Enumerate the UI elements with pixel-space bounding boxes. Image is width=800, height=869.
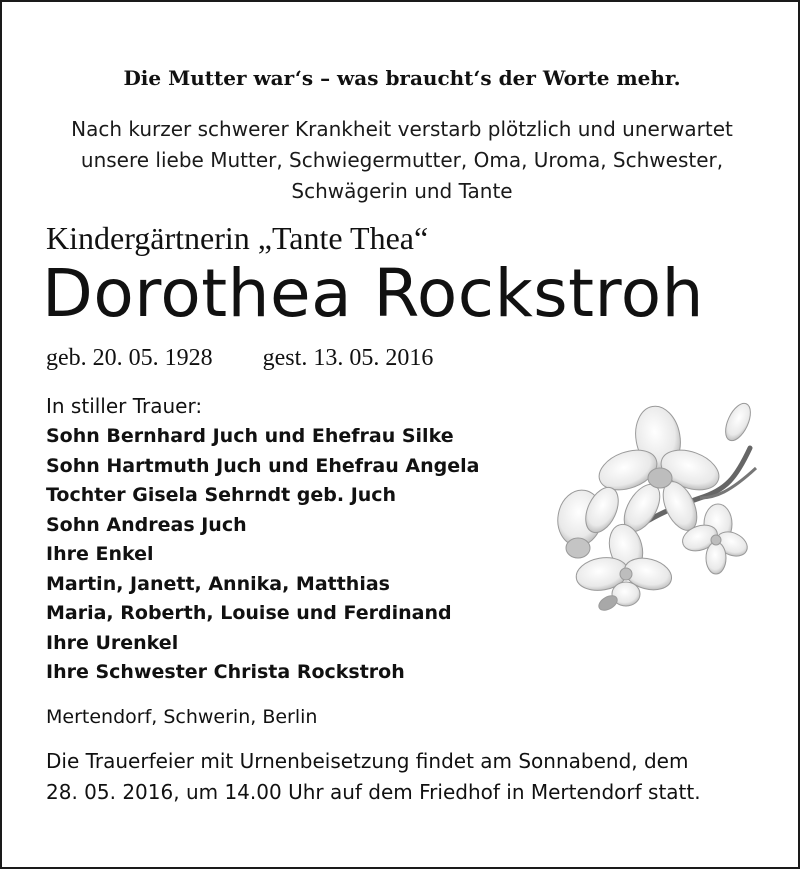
- deceased-name: Dorothea Rockstroh: [42, 255, 704, 332]
- deceased-title: Kindergärtnerin „Tante Thea“: [46, 220, 429, 256]
- intro-text: [42, 114, 762, 207]
- ceremony-line: Die Trauerfeier mit Urnenbeisetzung findet am Sonnabend, dem: [46, 749, 689, 773]
- life-dates: [46, 345, 433, 372]
- mourner-line: Ihre Urenkel: [46, 631, 179, 654]
- mourner-line: Maria, Roberth, Louise und Ferdinand: [46, 602, 452, 624]
- intro-line: unsere liebe Mutter, Schwiegermutter, Oma, Uroma, Schwester,: [80, 148, 724, 172]
- mourner-line: Ihre Schwester Christa Rockstroh: [46, 661, 405, 683]
- mourners-list: [46, 422, 479, 688]
- mourners-heading: In stiller Trauer:: [46, 394, 203, 418]
- locations: Mertendorf, Schwerin, Berlin: [46, 706, 318, 728]
- mourner-line: Tochter Gisela Sehrndt geb. Juch: [46, 484, 397, 506]
- intro-line: Schwägerin und Tante: [291, 179, 513, 203]
- mourner-line: Sohn Hartmuth Juch und Ehefrau Angela: [46, 454, 480, 477]
- birth-date: geb. 20. 05. 1928: [46, 345, 213, 371]
- intro-line: Nach kurzer schwerer Krankheit verstarb plötzlich und unerwartet: [71, 117, 733, 141]
- mourner-line: Sohn Andreas Juch: [46, 513, 247, 536]
- ceremony-line: 28. 05. 2016, um 14.00 Uhr auf dem Friedhof in Mertendorf statt.: [46, 780, 701, 804]
- mourner-line: Ihre Enkel: [46, 543, 154, 565]
- mourner-line: Sohn Bernhard Juch und Ehefrau Silke: [46, 425, 454, 447]
- ceremony-info: [46, 746, 701, 808]
- motto-heading: Die Mutter war‘s – was braucht‘s der Worte mehr.: [123, 66, 681, 90]
- mourner-line: Martin, Janett, Annika, Matthias: [46, 572, 390, 595]
- death-date: gest. 13. 05. 2016: [262, 345, 434, 371]
- orchid-flower-icon: [550, 398, 766, 614]
